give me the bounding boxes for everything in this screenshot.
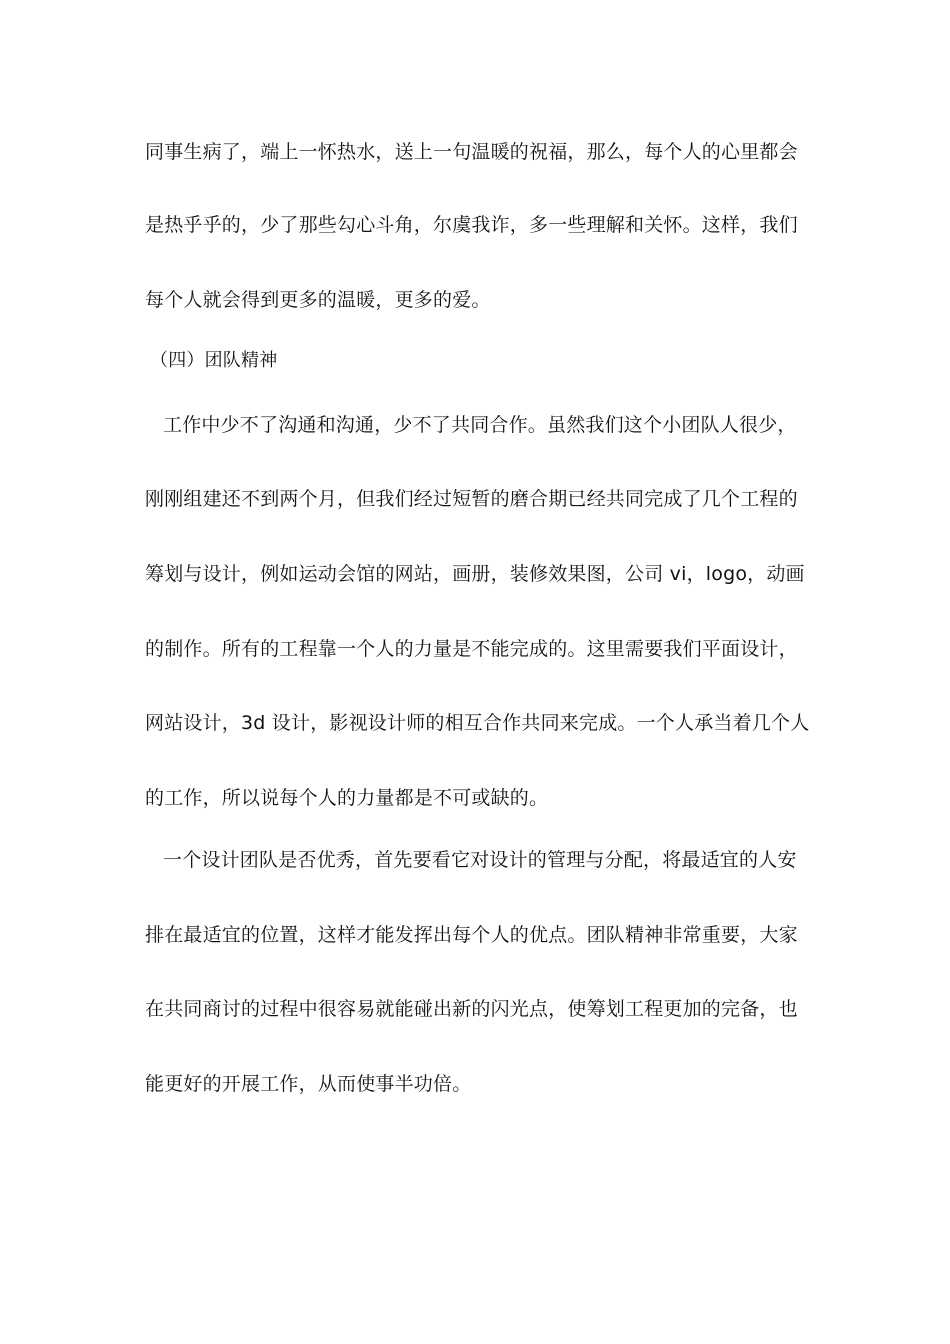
paragraph-line: 是热乎乎的，少了那些勾心斗角，尔虞我诈，多一些理解和关怀。这样，我们 [145,214,798,236]
paragraph-line: 在共同商讨的过程中很容易就能碰出新的闪光点，使筹划工程更加的完备，也 [145,998,798,1020]
paragraph-line: 的制作。所有的工程靠一个人的力量是不能完成的。这里需要我们平面设计， [145,638,798,660]
paragraph-line: 刚刚组建还不到两个月，但我们经过短暂的磨合期已经共同完成了几个工程的 [145,488,798,510]
paragraph-line: 的工作，所以说每个人的力量都是不可或缺的。 [145,787,549,809]
paragraph-line: 排在最适宜的位置，这样才能发挥出每个人的优点。团队精神非常重要，大家 [145,924,798,946]
paragraph-line: 筹划与设计，例如运动会馆的网站，画册，装修效果图，公司 vi，logo，动画 [145,563,805,585]
paragraph-line: 同事生病了，端上一怀热水，送上一句温暖的祝福，那么，每个人的心里都会 [145,141,798,163]
paragraph-line: 工作中少不了沟通和沟通，少不了共同合作。虽然我们这个小团队人很少， [163,414,797,436]
paragraph-line: 能更好的开展工作，从而使事半功倍。 [145,1073,472,1095]
paragraph-line: 网站设计，3d 设计，影视设计师的相互合作共同来完成。一个人承当着几个人 [145,712,810,734]
section-heading: （四）团队精神 [150,350,278,371]
paragraph-line: 每个人就会得到更多的温暖，更多的爱。 [145,289,491,311]
paragraph-line: 一个设计团队是否优秀，首先要看它对设计的管理与分配，将最适宜的人安 [163,849,797,871]
